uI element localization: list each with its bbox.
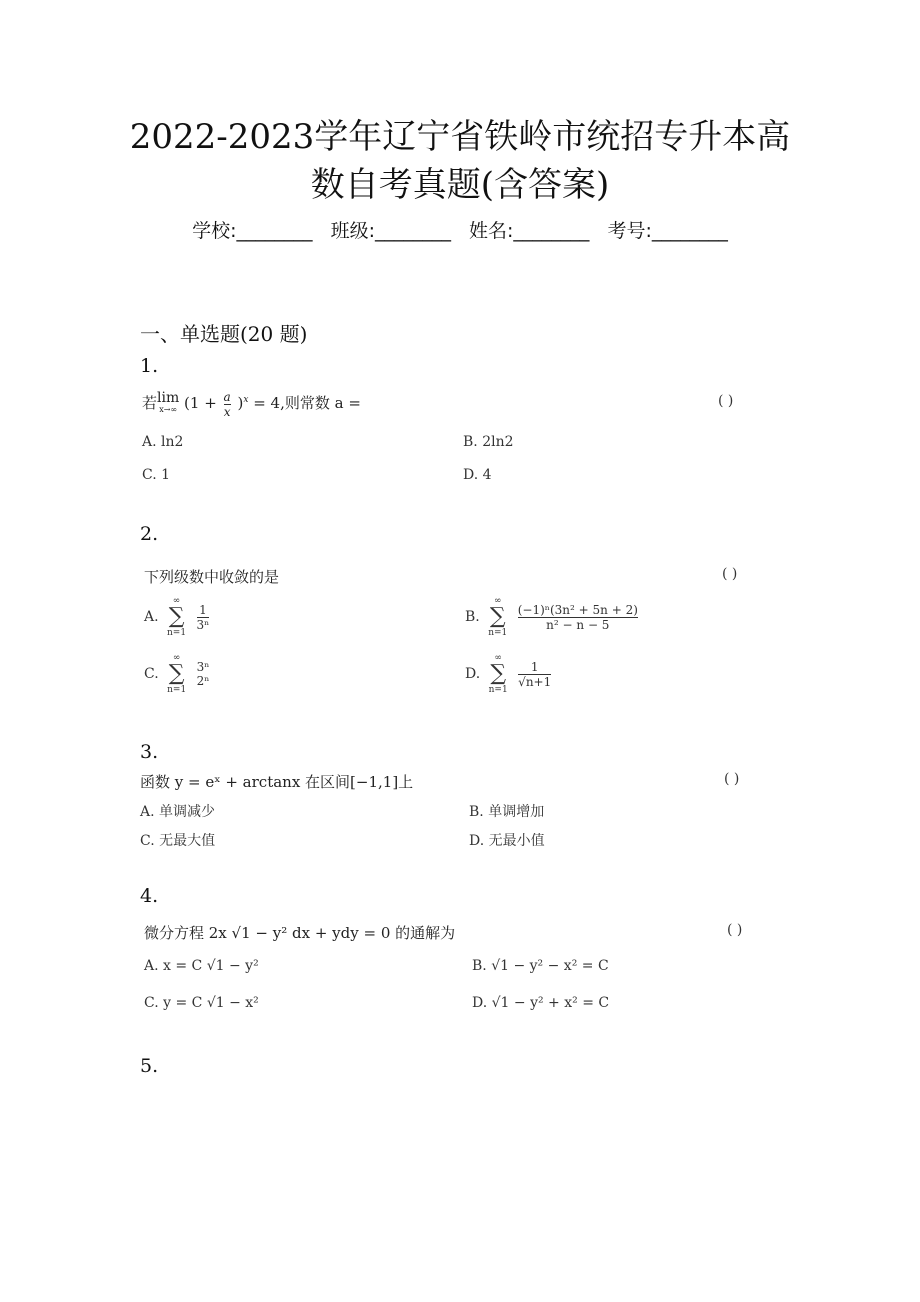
q2-option-c: C. ∞ ∑ n=1 3ⁿ 2ⁿ — [144, 653, 210, 695]
q4-option-a: A. x = C √1 − y² — [144, 958, 259, 974]
question-4-answer-paren: ( ) — [727, 922, 743, 938]
question-2-stem: 下列级数中收敛的是 — [144, 568, 280, 586]
q1-power: x — [243, 395, 249, 405]
q2-option-d: D. ∞ ∑ n=1 $\frac{1}{√n+1}$ — [465, 653, 552, 695]
q1-paren-open: (1 + — [184, 394, 217, 412]
q1-option-d: D. 4 — [463, 467, 492, 483]
question-4-stem: 微分方程 2x √1 − y² dx + ydy = 0 的通解为 — [144, 924, 456, 942]
q1-paren-close: ) — [237, 394, 244, 412]
q2-option-a: A. ∞ ∑ n=1 $\frac{1}{\text{3ⁿ}}$ — [144, 596, 210, 638]
q4-option-b: B. √1 − y² − x² = C — [472, 958, 609, 974]
question-2-answer-paren: ( ) — [722, 566, 738, 582]
number-field: 考号:________ — [607, 220, 728, 242]
question-3-number: 3. — [140, 741, 159, 763]
question-2-number: 2. — [140, 523, 159, 545]
page-title-line1: 2022-2023学年辽宁省铁岭市统招专升本高 — [129, 117, 791, 157]
q2-a-fraction: $\frac{1}{\text{3ⁿ}}$ — [196, 602, 210, 632]
question-5-number: 5. — [140, 1055, 159, 1077]
school-field: 学校:________ — [192, 220, 313, 242]
student-info-line — [0, 216, 920, 243]
question-3-stem: 函数 y = eˣ + arctanx 在区间[−1,1]上 — [140, 773, 414, 791]
q4-option-c: C. y = C √1 − x² — [144, 995, 259, 1011]
q1-option-c: C. 1 — [142, 467, 171, 483]
summation-symbol: ∞ ∑ n=1 — [488, 653, 508, 695]
q1-limit: lim x→∞ — [157, 390, 180, 414]
class-field: 班级:________ — [330, 220, 451, 242]
q2-d-fraction: $\frac{1}{√n+1}$ — [518, 659, 552, 689]
q2-b-fraction: $\frac{\text{(−1)ⁿ(3n² + 5n + 2)}}{\text{n² − n − 5}}$ — [517, 602, 638, 632]
question-4-number: 4. — [140, 885, 159, 907]
question-1-answer-paren: ( ) — [718, 393, 734, 409]
summation-symbol: ∞ ∑ n=1 — [488, 596, 508, 638]
section-title: 一、单选题(20 题) — [140, 322, 308, 346]
q3-option-c: C. 无最大值 — [140, 833, 216, 849]
q3-option-d: D. 无最小值 — [469, 833, 545, 849]
q2-c-fraction: 3ⁿ 2ⁿ — [196, 660, 210, 688]
q1-prefix: 若 — [142, 394, 158, 412]
name-field: 姓名:________ — [469, 220, 590, 242]
q3-option-a: A. 单调减少 — [140, 804, 216, 820]
q4-option-d: D. √1 − y² + x² = C — [472, 995, 610, 1011]
q1-fraction: $\frac{a}{x}$ — [223, 389, 231, 419]
question-1-stem — [142, 385, 361, 419]
summation-symbol: ∞ ∑ n=1 — [167, 653, 187, 695]
q1-suffix: = 4,则常数 a = — [253, 394, 361, 412]
question-1-number: 1. — [140, 355, 159, 377]
summation-symbol: ∞ ∑ n=1 — [167, 596, 187, 638]
question-3-answer-paren: ( ) — [724, 771, 740, 787]
q1-option-a: A. ln2 — [142, 434, 184, 450]
page-title-line2: 数自考真题(含答案) — [310, 165, 610, 205]
q2-option-b: B. ∞ ∑ n=1 $\frac{\text{(−1)ⁿ(3n² + 5n + 2)}}{\text{n² − n − 5}}$ — [465, 596, 638, 638]
q3-option-b: B. 单调增加 — [469, 804, 545, 820]
q1-option-b: B. 2ln2 — [463, 434, 514, 450]
